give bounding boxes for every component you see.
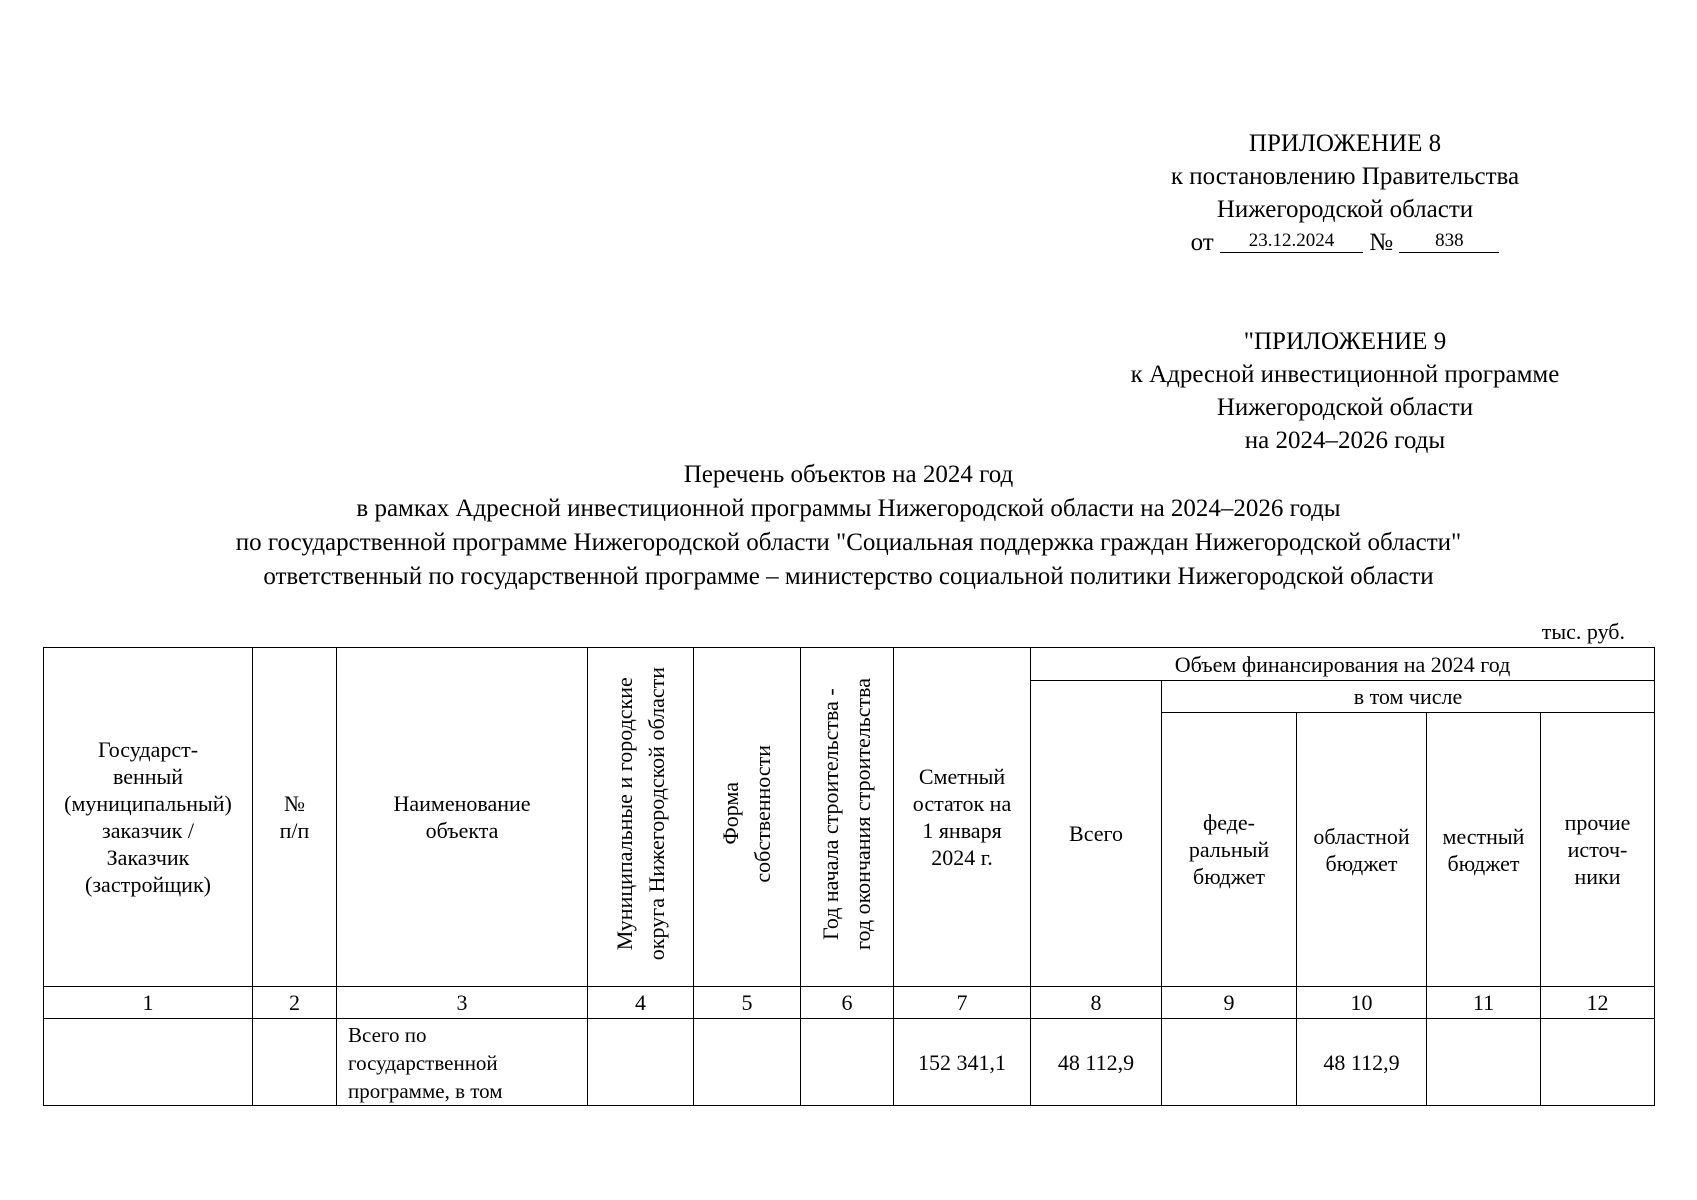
cell-num xyxy=(253,1019,337,1106)
header-federal-line: бюджет xyxy=(1193,864,1265,889)
header-row xyxy=(44,648,1655,681)
header-ownership xyxy=(694,648,801,987)
date-number-line xyxy=(1025,226,1665,259)
cell-customer xyxy=(44,1019,253,1106)
header-num xyxy=(253,648,337,987)
header-ownership-line: собственности xyxy=(750,745,775,883)
header-funding-group: Объем финансирования на 2024 год xyxy=(1031,648,1655,681)
resolution-date: 23.12.2024 xyxy=(1220,230,1363,253)
appendix-9-line-3: на 2024–2026 годы xyxy=(1244,427,1446,454)
cell-object-name-line: Всего по xyxy=(348,1023,427,1047)
header-other xyxy=(1541,713,1655,987)
header-local xyxy=(1427,713,1541,987)
appendix-8-line-2: Нижегородской области xyxy=(1216,196,1474,223)
resolution-number: 838 xyxy=(1399,230,1499,253)
column-number: 9 xyxy=(1162,987,1297,1019)
header-local-line: местный xyxy=(1442,823,1525,849)
appendix-9-title: "ПРИЛОЖЕНИЕ 9 xyxy=(1243,328,1447,355)
column-number: 4 xyxy=(588,987,694,1019)
document-title-line-1: Перечень объектов на 2024 год xyxy=(683,461,1014,488)
header-other-line: ники xyxy=(1574,864,1621,889)
header-object-name-line: объекта xyxy=(425,818,499,843)
header-federal xyxy=(1162,713,1297,987)
header-regional-line: областной xyxy=(1313,823,1410,849)
header-federal-line: феде- xyxy=(1202,810,1255,835)
header-federal-line: ральный xyxy=(1188,837,1270,862)
cell-estimate: 152 341,1 xyxy=(894,1019,1031,1106)
column-number: 11 xyxy=(1427,987,1541,1019)
appendix-8-title: ПРИЛОЖЕНИЕ 8 xyxy=(1248,130,1442,157)
header-other-line: прочие xyxy=(1564,810,1631,835)
header-other-line: источ- xyxy=(1567,837,1628,862)
column-number: 7 xyxy=(894,987,1031,1019)
cell-ownership xyxy=(694,1019,801,1106)
appendix-9-header xyxy=(1025,325,1665,457)
document-title-line-4: ответственный по государственной программе – министерство социальной политики Нижегородской области xyxy=(263,563,1434,590)
appendix-8-header xyxy=(1025,127,1665,259)
header-including: в том числе xyxy=(1162,681,1655,713)
document-title-line-3: по государственной программе Нижегородской области "Социальная поддержка граждан Нижегородской области" xyxy=(235,529,1462,556)
header-total: Всего xyxy=(1031,681,1162,987)
header-years xyxy=(801,648,894,987)
header-customer xyxy=(44,648,253,987)
cell-object-name xyxy=(337,1019,588,1106)
header-customer-line: заказчик / xyxy=(102,818,194,843)
header-years-line: Год начала строительства - xyxy=(818,688,843,940)
header-customer-line: (застройщик) xyxy=(85,872,211,897)
cell-other xyxy=(1541,1019,1655,1106)
header-object-name-line: Наименование xyxy=(393,791,531,816)
column-number: 2 xyxy=(253,987,337,1019)
cell-object-name-line: государственной xyxy=(348,1051,498,1075)
header-customer-line: Государст- xyxy=(97,737,199,762)
column-number: 12 xyxy=(1541,987,1655,1019)
appendix-8-line-1: к постановлению Правительства xyxy=(1170,163,1520,190)
header-object-name xyxy=(337,648,588,987)
from-label: от xyxy=(1190,229,1214,256)
cell-total: 48 112,9 xyxy=(1031,1019,1162,1106)
header-districts-line: Муниципальные и городские xyxy=(611,677,637,951)
cell-years xyxy=(801,1019,894,1106)
column-number: 6 xyxy=(801,987,894,1019)
column-number: 3 xyxy=(337,987,588,1019)
header-customer-line: венный xyxy=(112,764,184,789)
column-number: 1 xyxy=(44,987,253,1019)
header-estimate xyxy=(894,648,1031,987)
header-estimate-line: 1 января xyxy=(922,818,1002,843)
header-regional xyxy=(1297,713,1427,987)
appendix-9-line-2: Нижегородской области xyxy=(1216,394,1474,421)
cell-local xyxy=(1427,1019,1541,1106)
column-numbers-row xyxy=(44,987,1655,1019)
document-title-line-2: в рамках Адресной инвестиционной программы Нижегородской области на 2024–2026 годы xyxy=(356,495,1341,522)
header-ownership-line: Форма xyxy=(718,782,743,846)
table-row xyxy=(44,1019,1655,1106)
document-title xyxy=(0,458,1697,594)
header-num-line: № xyxy=(284,791,305,816)
appendix-9-line-1: к Адресной инвестиционной программе xyxy=(1130,361,1560,388)
cell-object-name-line: программе, в том xyxy=(348,1079,503,1103)
header-estimate-line: 2024 г. xyxy=(931,845,993,870)
header-years-line: год окончания строительства xyxy=(850,678,875,950)
header-regional-line: бюджет xyxy=(1325,850,1398,876)
header-num-line: п/п xyxy=(279,818,310,843)
header-customer-line: Заказчик xyxy=(106,845,190,870)
header-districts-line: округа Нижегородской области xyxy=(643,667,669,961)
column-number: 8 xyxy=(1031,987,1162,1019)
cell-district xyxy=(588,1019,694,1106)
header-local-line: бюджет xyxy=(1447,850,1520,876)
column-number: 10 xyxy=(1297,987,1427,1019)
header-estimate-line: Сметный xyxy=(918,764,1006,789)
header-estimate-line: остаток на xyxy=(912,791,1012,816)
header-districts xyxy=(588,648,694,987)
units-label: тыс. руб. xyxy=(1541,619,1625,644)
objects-table xyxy=(43,647,1655,1106)
cell-regional: 48 112,9 xyxy=(1297,1019,1427,1106)
header-customer-line: (муниципальный) xyxy=(64,791,232,816)
cell-federal xyxy=(1162,1019,1297,1106)
column-number: 5 xyxy=(694,987,801,1019)
number-label: № xyxy=(1369,229,1394,256)
